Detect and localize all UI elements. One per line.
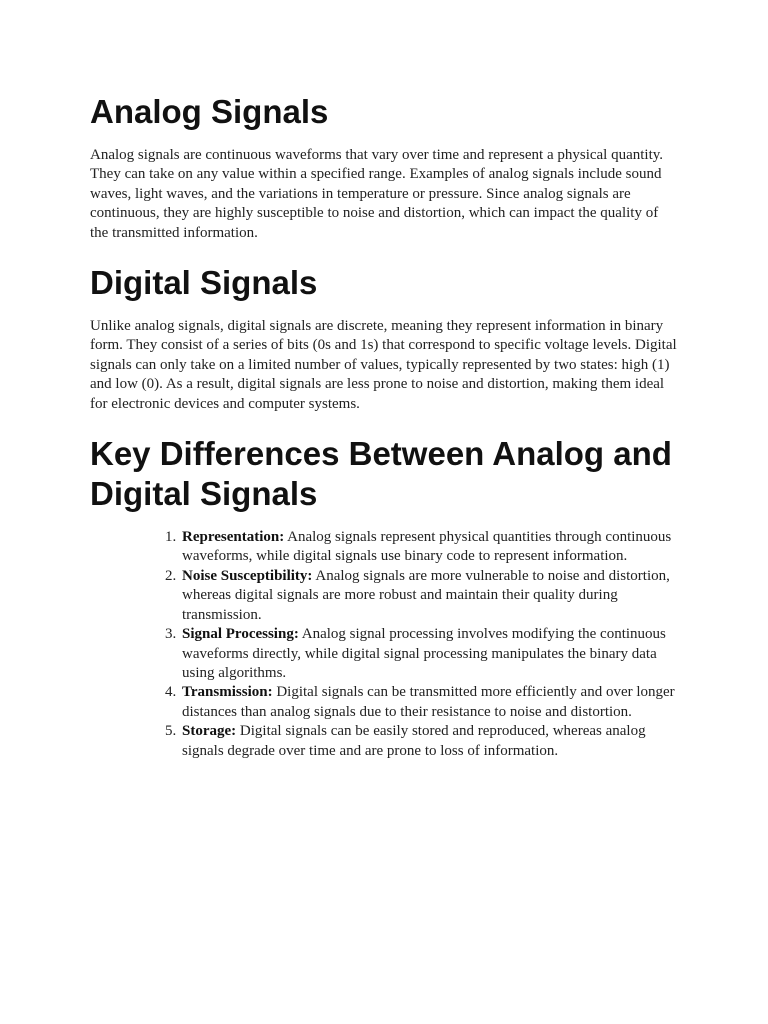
list-item bbox=[180, 625, 680, 683]
differences-list bbox=[90, 528, 680, 761]
heading-key-differences: Key Differences Between Analog and Digital Signals bbox=[90, 435, 672, 513]
paragraph-analog-signals: Analog signals are continuous waveforms that vary over time and represent a physical quantity. They can take on any value within a specified range. Examples of analog signals include sound waves, light waves, and the variations in temperature or pressure. Since analog signals are continuous, they are highly susceptible to noise and distortion, which can impact the quality of the transmitted information. bbox=[90, 147, 664, 241]
list-item-text: Analog signals represent physical quantities through continuous waveforms, while digital signals use binary code to represent information. bbox=[182, 529, 672, 565]
list-item-text: Digital signals can be easily stored and reproduced, whereas analog signals degrade over time and are prone to loss of information. bbox=[182, 723, 646, 759]
list-item-text: Digital signals can be transmitted more efficiently and over longer distances than analog signals due to their resistance to noise and distortion. bbox=[182, 684, 675, 720]
list-item-term: Signal Processing: bbox=[182, 626, 299, 643]
list-item-text: Analog signals are more vulnerable to noise and distortion, whereas digital signals are more robust and maintain their quality during transmission. bbox=[182, 567, 670, 623]
heading-analog-signals: Analog Signals bbox=[90, 93, 329, 130]
list-item-term: Transmission: bbox=[182, 684, 273, 701]
list-item-text: Analog signal processing involves modifying the continuous waveforms directly, while digital signal processing manipulates the binary data using algorithms. bbox=[182, 626, 666, 681]
list-item bbox=[180, 683, 680, 722]
list-item bbox=[180, 528, 680, 567]
list-item bbox=[180, 722, 680, 761]
list-item-term: Representation: bbox=[182, 529, 285, 546]
paragraph-digital-signals: Unlike analog signals, digital signals are discrete, meaning they represent information in binary form. They consist of a series of bits (0s and 1s) that correspond to specific voltage levels. Digital signals can only take on a limited number of values, typically represented by two states: high (1) and low (0). As a result, digital signals are less prone to noise and distortion, making them ideal for electronic devices and computer systems. bbox=[90, 318, 677, 412]
list-item-term: Noise Susceptibility: bbox=[182, 567, 313, 584]
heading-digital-signals: Digital Signals bbox=[90, 264, 318, 302]
document-content bbox=[90, 92, 680, 761]
list-item bbox=[180, 567, 680, 625]
list-item-term: Storage: bbox=[182, 723, 237, 740]
